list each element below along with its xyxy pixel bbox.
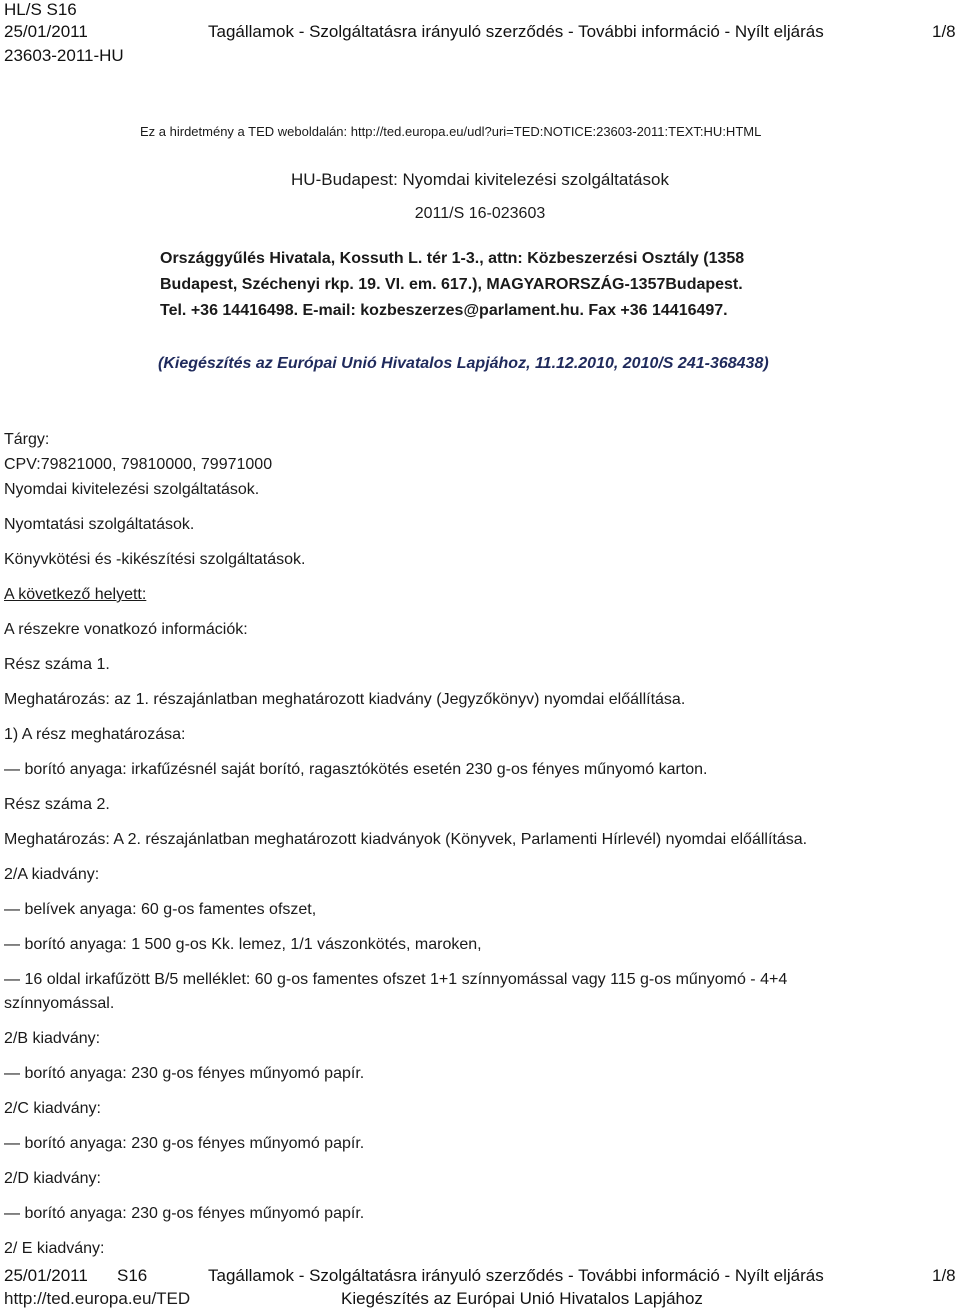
publication-2a-label: 2/A kiadvány: bbox=[4, 866, 100, 883]
part-2-number: Rész száma 2. bbox=[4, 796, 110, 813]
part-1-description-label: 1) A rész meghatározása: bbox=[4, 726, 186, 743]
header-date: 25/01/2011 bbox=[4, 22, 88, 41]
publication-2b-item: — borító anyaga: 230 g-os fényes műnyomó papír. bbox=[4, 1065, 365, 1082]
publication-2d-label: 2/D kiadvány: bbox=[4, 1170, 101, 1187]
authority-line-3: Tel. +36 14416498. E-mail: kozbeszerzes@parlament.hu. Fax +36 14416497. bbox=[160, 302, 728, 319]
footer-title: Tagállamok - Szolgáltatásra irányuló szerződés - További információ - Nyílt eljárás bbox=[208, 1266, 824, 1285]
supplement-line bbox=[158, 355, 769, 373]
ted-line bbox=[140, 124, 761, 139]
footer-date: 25/01/2011 bbox=[4, 1266, 88, 1285]
publication-2b-label: 2/B kiadvány: bbox=[4, 1030, 101, 1047]
notice-number: 2011/S 16-023603 bbox=[414, 205, 546, 222]
service-2: Nyomtatási szolgáltatások. bbox=[4, 516, 195, 533]
parts-info-label: A részekre vonatkozó információk: bbox=[4, 621, 248, 638]
part-1-item: — borító anyaga: irkafűzésnél saját borító, ragasztókötés esetén 230 g-os fényes műnyomó karton. bbox=[4, 761, 708, 778]
header-page: 1/8 bbox=[932, 22, 956, 41]
publication-2a-item-3-cont: színnyomással. bbox=[4, 995, 115, 1012]
header-doc-id: 23603-2011-HU bbox=[4, 46, 124, 65]
supplement-suffix: ) bbox=[763, 355, 769, 372]
supplement-ref-link[interactable]: 2010/S 241-368438 bbox=[622, 355, 764, 372]
footer-ted-link[interactable]: http://ted.europa.eu/TED bbox=[4, 1289, 191, 1308]
service-3: Könyvkötési és -kikészítési szolgáltatások. bbox=[4, 551, 306, 568]
publication-2a-item-3: — 16 oldal irkafűzött B/5 melléklet: 60 g-os famentes ofszet 1+1 színnyomással vagy 115 g-os műnyomó - 4+4 bbox=[4, 971, 788, 988]
cpv-codes: CPV:79821000, 79810000, 79971000 bbox=[4, 456, 273, 473]
publication-2d-item: — borító anyaga: 230 g-os fényes műnyomó papír. bbox=[4, 1205, 365, 1222]
footer-code: S16 bbox=[117, 1266, 148, 1285]
ted-line-label: Ez a hirdetmény a TED weboldalán: bbox=[140, 124, 348, 139]
header-code: HL/S S16 bbox=[4, 0, 77, 19]
service-1: Nyomdai kivitelezési szolgáltatások. bbox=[4, 481, 260, 498]
header-title: Tagállamok - Szolgáltatásra irányuló szerződés - További információ - Nyílt eljárás bbox=[208, 22, 824, 41]
notice-heading: HU-Budapest: Nyomdai kivitelezési szolgáltatások bbox=[291, 170, 669, 189]
publication-2a-item-1: — belívek anyaga: 60 g-os famentes ofszet, bbox=[4, 901, 317, 918]
publication-2a-item-2: — borító anyaga: 1 500 g-os Kk. lemez, 1/1 vászonkötés, maroken, bbox=[4, 936, 482, 953]
publication-2c-label: 2/C kiadvány: bbox=[4, 1100, 101, 1117]
part-1-definition: Meghatározás: az 1. részajánlatban meghatározott kiadvány (Jegyzőkönyv) nyomdai előállítása. bbox=[4, 691, 686, 708]
publication-2e-label: 2/ E kiadvány: bbox=[4, 1240, 105, 1257]
part-2-definition: Meghatározás: A 2. részajánlatban meghatározott kiadványok (Könyvek, Parlamenti Hírlevél) nyomdai előállítása. bbox=[4, 831, 808, 848]
authority-line-2: Budapest, Széchenyi rkp. 19. VI. em. 617.), MAGYARORSZÁG-1357Budapest. bbox=[160, 276, 743, 293]
publication-2c-item: — borító anyaga: 230 g-os fényes műnyomó papír. bbox=[4, 1135, 365, 1152]
footer-page: 1/8 bbox=[932, 1266, 956, 1285]
footer-journal: Kiegészítés az Európai Unió Hivatalos Lapjához bbox=[341, 1289, 703, 1308]
part-1-number: Rész száma 1. bbox=[4, 656, 110, 673]
authority-line-1: Országgyűlés Hivatala, Kossuth L. tér 1-3., attn: Közbeszerzési Osztály (1358 bbox=[160, 250, 745, 267]
instead-label: A következő helyett: bbox=[4, 586, 147, 603]
subject-label: Tárgy: bbox=[4, 431, 50, 448]
ted-notice-link[interactable]: http://ted.europa.eu/udl?uri=TED:NOTICE:23603-2011:TEXT:HU:HTML bbox=[350, 124, 762, 139]
supplement-prefix: (Kiegészítés az Európai Unió Hivatalos Lapjához, 11.12.2010, bbox=[158, 355, 619, 372]
